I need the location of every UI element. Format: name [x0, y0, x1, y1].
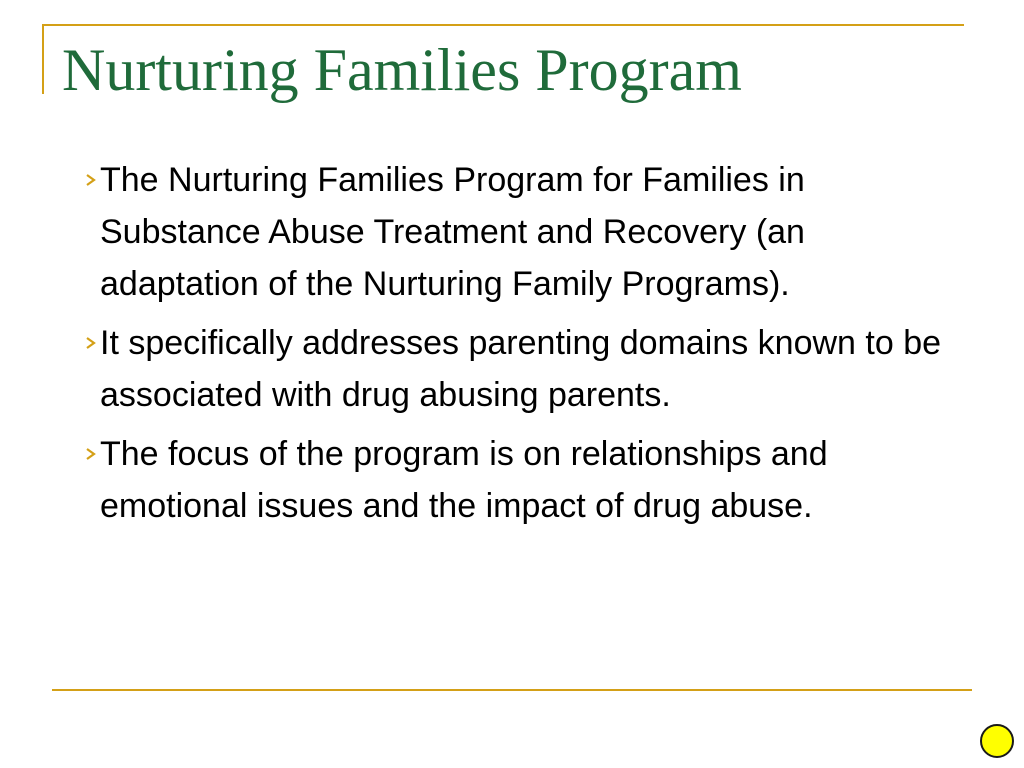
bullet-item — [60, 154, 970, 310]
bullet-list — [60, 154, 970, 539]
bullet-item — [60, 317, 970, 421]
chevron-right-icon — [84, 447, 98, 461]
chevron-right-icon — [84, 336, 98, 350]
footer-line — [52, 689, 972, 691]
top-frame-line — [42, 24, 964, 26]
bullet-text: It specifically addresses parenting domains known to be associated with drug abusing parents. — [100, 324, 942, 414]
slide-title: Nurturing Families Program — [62, 37, 742, 103]
bullet-text: The focus of the program is on relationships and emotional issues and the impact of drug abuse. — [100, 435, 828, 525]
bullet-text: The Nurturing Families Program for Families in Substance Abuse Treatment and Recovery (an adaptation of the Nurturing Family Programs). — [100, 161, 805, 303]
chevron-right-icon — [84, 173, 98, 187]
bullet-item — [60, 428, 970, 532]
left-frame-line — [42, 24, 44, 94]
yellow-circle-marker — [980, 724, 1014, 758]
